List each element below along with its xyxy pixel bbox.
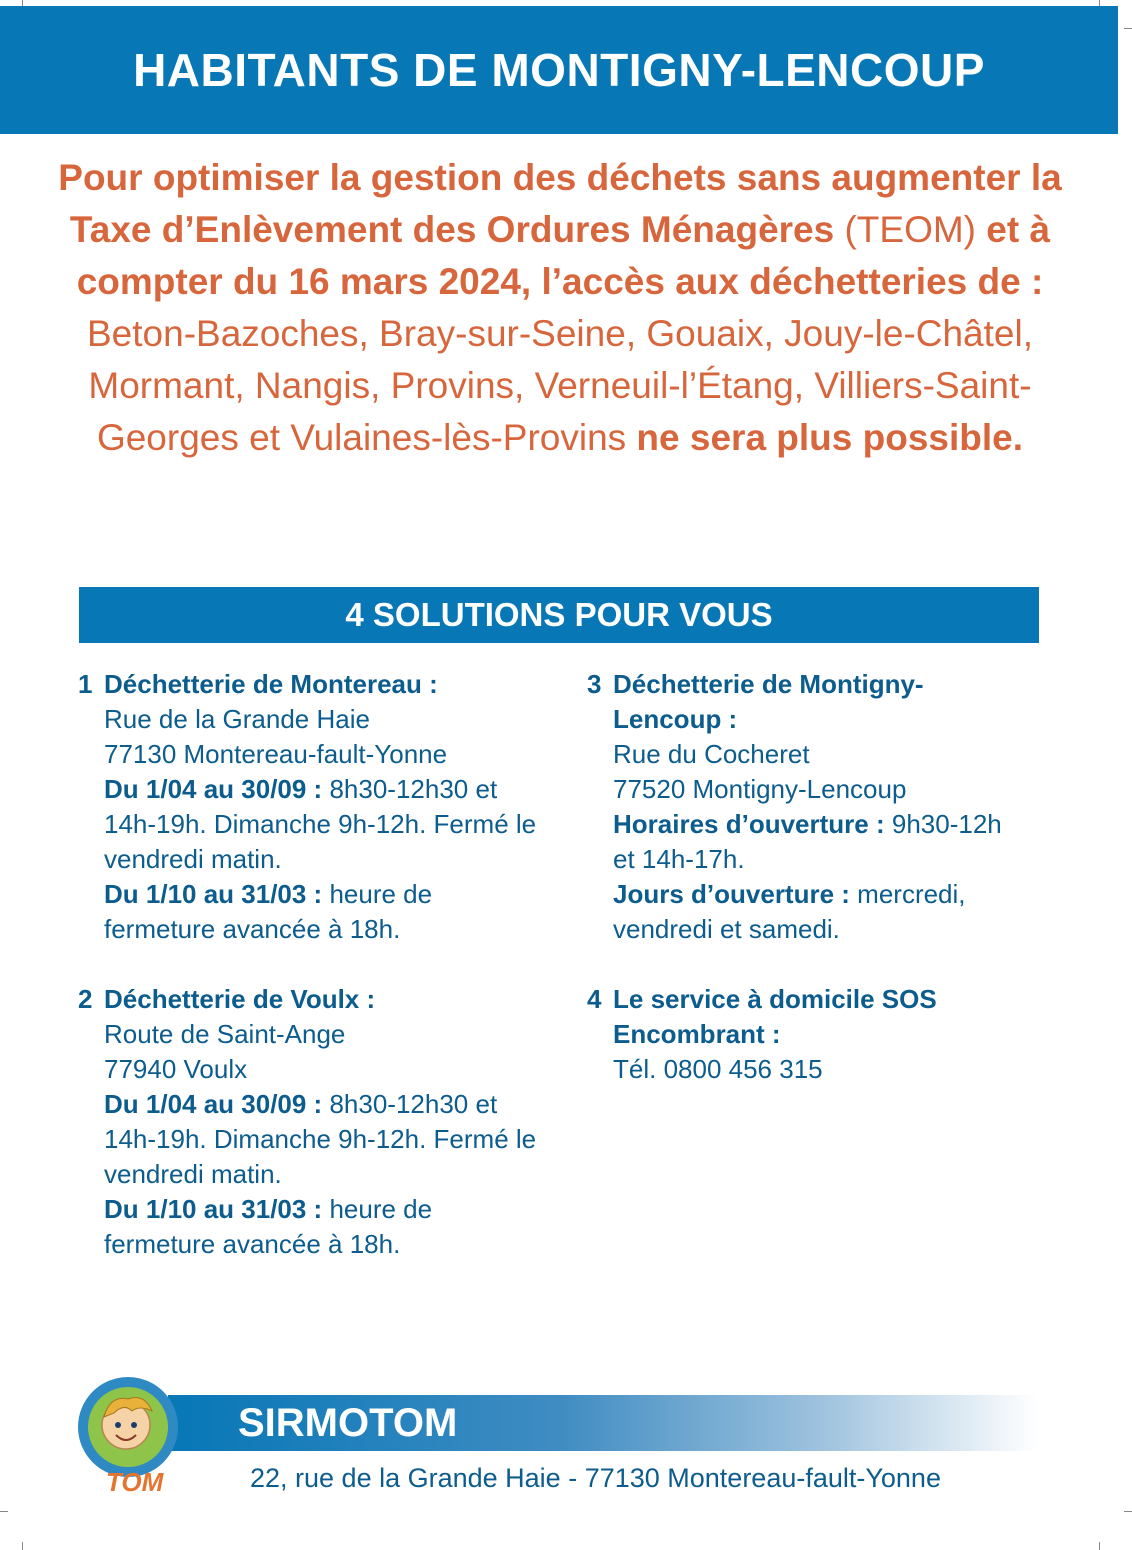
solution-winter-hours [104,877,538,947]
hours-text: 9h30-12h et 14h-17h. [613,809,1002,874]
solution-title: Le service à domicile SOS Encombrant : [613,984,937,1049]
footer-org-name: SIRMOTOM [238,1401,458,1445]
winter-text: heure de fermeture avancée à 18h. [104,879,433,944]
solution-street: Route de Saint-Ange [104,1019,346,1049]
solution-number: 4 [587,984,602,1014]
solution-number: 3 [587,669,602,699]
logo-text: TOM [106,1467,164,1495]
solution-3 [587,667,1007,947]
title-banner [0,6,1118,134]
solution-days [613,877,1007,947]
solution-street: Rue du Cocheret [613,739,810,769]
crop-mark [22,1542,33,1550]
solution-phone: Tél. 0800 456 315 [613,1054,823,1084]
intro-conclusion: ne sera plus possible. [626,417,1024,458]
winter-label: Du 1/10 au 31/03 : [104,879,323,909]
intro-part1: Pour optimiser la gestion des déchets sans augmenter la Taxe d’Enlèvement des Ordures Ménagères [58,157,1062,250]
days-label: Jours d’ouverture : [613,879,850,909]
solutions-header-label: 4 SOLUTIONS POUR VOUS [345,596,773,633]
solution-city: 77940 Voulx [104,1054,248,1084]
solutions-right-column [587,667,1007,1087]
summer-text: 8h30-12h30 et 14h-19h. Dimanche 9h-12h. Fermé le vendredi matin. [104,774,537,874]
solutions-header [79,587,1039,643]
intro-teom: (TEOM) [834,209,987,250]
solution-city: 77130 Montereau-fault-Yonne [104,739,448,769]
solution-title: Déchetterie de Voulx : [104,984,376,1014]
intro-part3: et à compter du 16 mars 2024, l’accès aux déchetteries de : [76,209,1051,302]
crop-mark [0,1511,8,1522]
summer-label: Du 1/04 au 30/09 : [104,774,323,804]
winter-text: heure de fermeture avancée à 18h. [104,1194,433,1259]
solution-hours [613,807,1007,877]
solution-city: 77520 Montigny-Lencoup [613,774,907,804]
solution-1 [78,667,538,947]
solution-street: Rue de la Grande Haie [104,704,370,734]
sirmotom-logo [70,1375,186,1495]
solution-number: 1 [78,669,93,699]
hours-label: Horaires d’ouverture : [613,809,885,839]
footer-address: 22, rue de la Grande Haie - 77130 Montereau-fault-Yonne [250,1463,941,1493]
crop-mark [1124,28,1132,39]
intro-cities: Beton-Bazoches, Bray-sur-Seine, Gouaix, Jouy-le-Châtel, Mormant, Nangis, Provins, Verneuil-l’Étang, Villiers-Saint-Georges et Vulaines-lès-Provins [87,313,1033,458]
crop-mark [1099,1542,1110,1550]
logo-eye [131,1422,137,1428]
page-title: HABITANTS DE MONTIGNY-LENCOUP [133,44,985,96]
solutions-left-column [78,667,538,1262]
solution-title: Déchetterie de Montereau : [104,669,438,699]
solution-title: Déchetterie de Montigny-Lencoup : [613,669,924,734]
solution-summer-hours [104,1087,538,1192]
solution-winter-hours [104,1192,538,1262]
summer-label: Du 1/04 au 30/09 : [104,1089,323,1119]
solution-4 [587,982,1007,1087]
winter-label: Du 1/10 au 31/03 : [104,1194,323,1224]
solution-2 [78,982,538,1262]
logo-eye [115,1422,121,1428]
days-text: mercredi, vendredi et samedi. [613,879,966,944]
crop-mark [1124,1511,1132,1522]
summer-text: 8h30-12h30 et 14h-19h. Dimanche 9h-12h. Fermé le vendredi matin. [104,1089,537,1189]
solution-number: 2 [78,984,93,1014]
intro-paragraph [40,152,1080,464]
solution-summer-hours [104,772,538,877]
